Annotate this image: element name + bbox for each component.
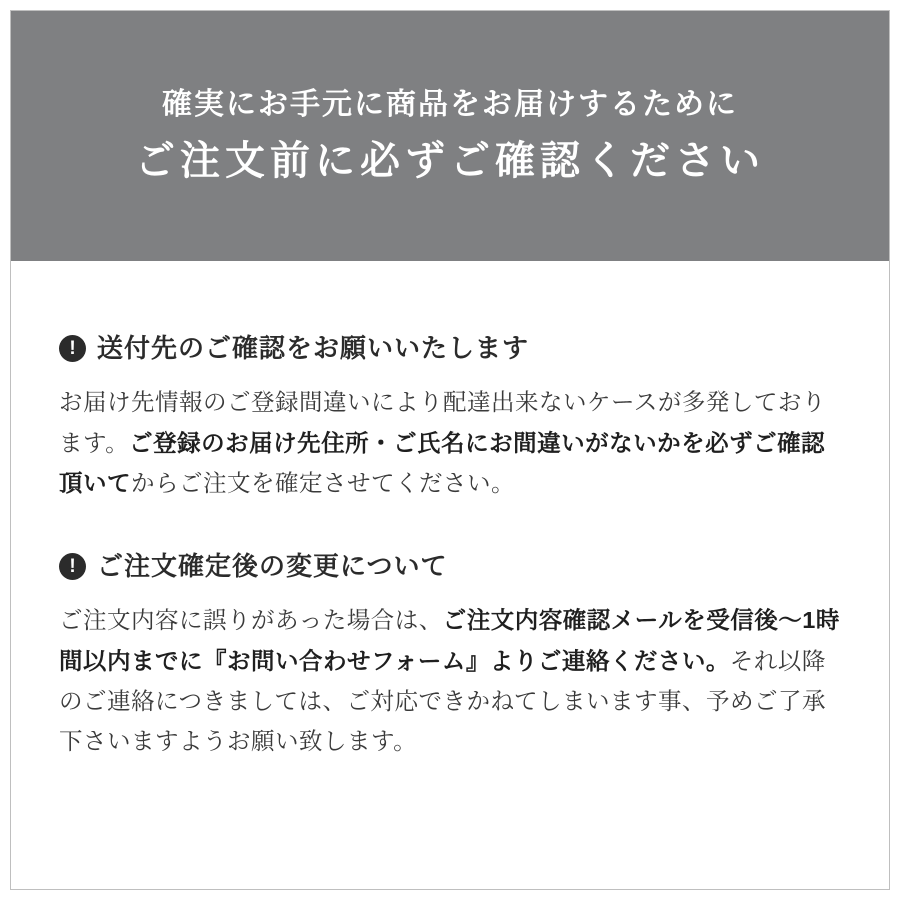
section-heading <box>59 551 849 582</box>
body-text-plain: それ以降のご連絡につきましては、ご対応できかねてしまいます事、予めご了承下さいますようお願い致します。 <box>59 647 826 755</box>
header-banner <box>11 11 889 261</box>
section-title: 送付先のご確認をお願いいたします <box>97 333 530 363</box>
body-text-plain: からご注文を確定させてください。 <box>131 470 515 496</box>
body-text-plain: お届け先情報のご登録間違いにより配達出来ないケースが多発しております。 <box>59 389 826 456</box>
section-heading <box>59 333 849 364</box>
exclamation-icon: ! <box>59 553 86 580</box>
body-text-bold: ご注文内容確認メールを受信後〜1時間以内までに『お問い合わせフォーム』よりご連絡ください。 <box>59 607 840 674</box>
page-frame <box>10 10 890 890</box>
section-title: ご注文確定後の変更について <box>97 551 448 581</box>
exclamation-icon: ! <box>59 335 86 362</box>
section-body <box>59 382 849 503</box>
body-text-plain: ご注文内容に誤りがあった場合は、 <box>59 607 443 634</box>
notice-section-order-change <box>59 551 849 762</box>
section-body <box>59 600 849 762</box>
notice-section-shipping <box>59 333 849 503</box>
banner-subtitle: 確実にお手元に商品をお届けするために <box>162 88 738 121</box>
body-text-bold: ご登録のお届け先住所・ご氏名にお間違いがないかを必ずご確認頂いて <box>59 429 826 496</box>
banner-title: ご注文前に必ずご確認ください <box>135 139 765 183</box>
